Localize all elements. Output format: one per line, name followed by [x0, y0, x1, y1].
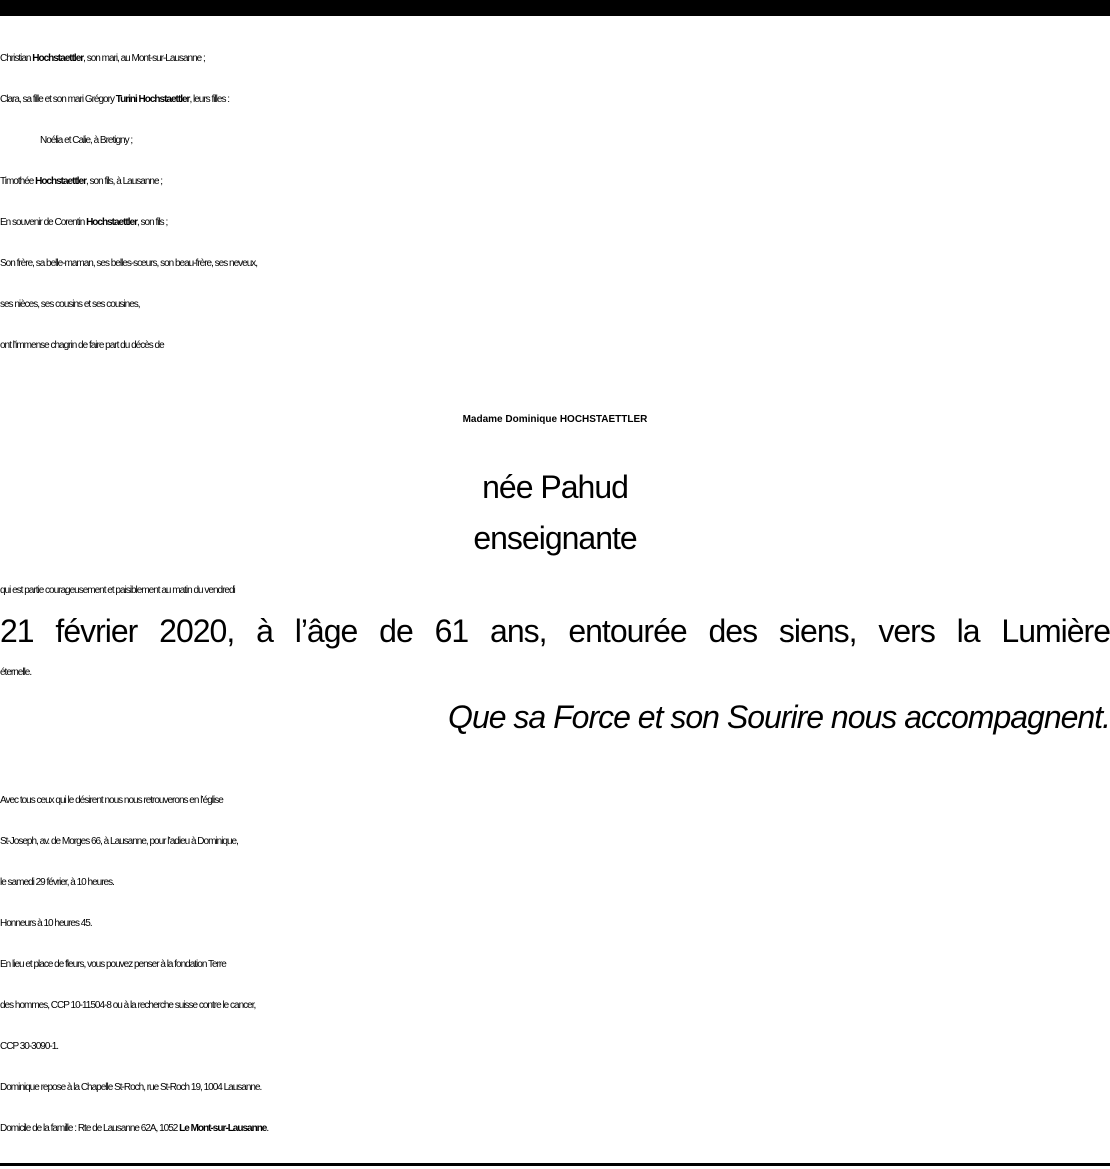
family-line-husband-text: Christian — [0, 53, 33, 64]
deceased-name-heading: Madame Dominique HOCHSTAETTLER — [462, 414, 648, 425]
death-notice-line-3: éternelle. — [0, 667, 32, 678]
service-line-church: Avec tous ceux qui le désirent nous nous retrouverons en l’église — [0, 795, 223, 806]
family-line-daughter-rest: , leurs filles : — [189, 94, 230, 105]
service-line-chapel: Dominique repose à la Chapelle St-Roch, rue St-Roch 19, 1004 Lausanne. — [0, 1082, 262, 1093]
death-notice-line-1: qui est partie courageusement et paisiblement au matin du vendredi — [0, 585, 235, 596]
service-line-domicile — [0, 1108, 1110, 1149]
family-line-husband — [0, 38, 1110, 79]
domicile-end: . — [266, 1123, 269, 1134]
family-list — [0, 38, 1110, 366]
family-line-daughter-text: Clara, sa fille et son mari Grégory — [0, 94, 116, 105]
service-line-flowers: En lieu et place de fleurs, vous pouvez penser à la fondation Terre — [0, 959, 226, 970]
family-line-son-rest: , son fils, à Lausanne ; — [86, 176, 163, 187]
service-line-honours: Honneurs à 10 heures 45. — [0, 918, 92, 929]
family-line-memory-text: En souvenir de Corentin — [0, 217, 87, 228]
family-line-husband-surname: Hochstaettler — [32, 53, 84, 64]
service-line-ccp: CCP 30-3090-1. — [0, 1041, 59, 1052]
death-notice-line-2: 21 février 2020, à l’âge de 61 ans, entourée des siens, vers la Lumière — [0, 613, 1110, 649]
family-line-memory-surname: Hochstaettler — [86, 217, 137, 228]
death-notice — [0, 570, 1110, 693]
family-line-relatives-cont: ses nièces, ses cousins et ses cousines, — [0, 299, 140, 310]
family-line-relatives: Son frère, sa belle-maman, ses belles-sœurs, son beau-frère, ses neveux, — [0, 258, 258, 269]
top-rule — [0, 0, 1110, 16]
family-line-memory — [0, 202, 1110, 243]
service-line-donations: des hommes, CCP 10-11504-8 ou à la recherche suisse contre le cancer, — [0, 1000, 256, 1011]
family-line-son-text: Timothée — [0, 176, 36, 187]
family-line-son — [0, 161, 1110, 202]
service-line-address: St-Joseph, av. de Morges 66, à Lausanne, pour l’adieu à Dominique, — [0, 836, 238, 847]
service-line-date: le samedi 29 février, à 10 heures. — [0, 877, 114, 888]
domicile-town: Le Mont-sur-Lausanne — [179, 1123, 267, 1134]
family-line-daughter-surname: Turini Hochstaettler — [115, 94, 190, 105]
family-line-son-surname: Hochstaettler — [35, 176, 86, 187]
family-line-granddaughters: Noélia et Calie, à Bretigny ; — [40, 135, 133, 146]
motto-quote: Que sa Force et son Sourire nous accompagnent. — [448, 699, 1110, 735]
family-line-memory-rest: , son fils ; — [136, 217, 168, 228]
service-details — [0, 780, 1110, 1149]
profession: enseignante — [473, 520, 637, 556]
bottom-rule — [0, 1163, 1110, 1166]
family-line-husband-rest: , son mari, au Mont-sur-Lausanne ; — [83, 53, 205, 64]
family-line-announcement: ont l’immense chagrin de faire part du décès de — [0, 340, 164, 351]
maiden-name: née Pahud — [482, 469, 628, 505]
family-line-daughter — [0, 79, 1110, 120]
domicile-text: Domicile de la famille : Rte de Lausanne 62A, 1052 — [0, 1123, 180, 1134]
